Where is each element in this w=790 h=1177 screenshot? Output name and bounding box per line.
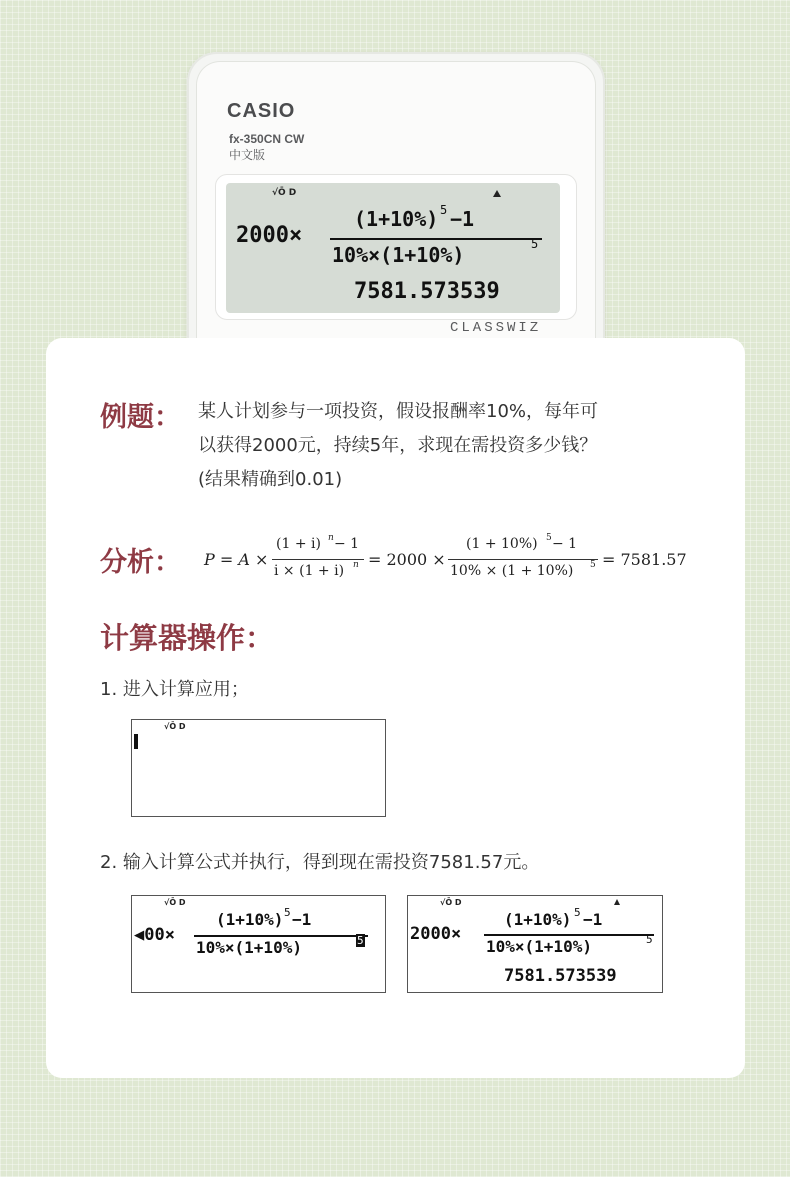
- denominator: 10%×(1+10%): [196, 938, 302, 957]
- model-name: fx-350CN CW: [229, 132, 305, 146]
- formula-frac2-den-exp: 5: [590, 560, 596, 570]
- formula-frac1-den-exp: n: [353, 560, 359, 570]
- analysis-formula: [204, 533, 694, 586]
- operation-heading: 计算器操作：: [100, 621, 275, 655]
- fraction-bar: [194, 935, 368, 937]
- numerator: (1+10%): [504, 910, 572, 929]
- mode-indicator: √Ō D: [272, 188, 297, 198]
- denominator-exponent: 5: [357, 934, 364, 947]
- formula-frac2-denominator: 10% × (1 + 10%): [450, 563, 574, 579]
- expression-prefix: ◀00×: [134, 925, 175, 945]
- example-line-1: 某人计划参与一项投资，假设报酬率10%，每年可: [198, 401, 599, 422]
- scroll-up-icon: [614, 899, 620, 905]
- example-heading: 例题：: [100, 402, 181, 433]
- formula-frac1-numerator: (1 + i): [276, 536, 321, 552]
- formula-frac1-bar: [272, 559, 364, 560]
- formula-frac2-bar: [448, 559, 598, 560]
- denominator: 10%×(1+10%): [332, 243, 465, 267]
- formula-frac1-num-tail: − 1: [334, 536, 360, 552]
- denominator-exponent: 5: [646, 933, 653, 946]
- fraction-bar: [330, 238, 542, 240]
- expression-prefix: 2000×: [236, 223, 303, 248]
- numerator-exponent: 5: [440, 203, 448, 217]
- numerator-tail: −1: [292, 910, 312, 929]
- numerator-exponent: 5: [284, 906, 291, 919]
- example-line-2: 以获得2000元，持续5年，求现在需投资多少钱？: [198, 435, 598, 456]
- formula-frac2-num-exp: 5: [546, 533, 552, 543]
- formula-middle: = 2000 ×: [368, 550, 446, 569]
- brand-logo: CASIO: [227, 100, 296, 122]
- fraction-bar: [484, 934, 654, 936]
- numerator: (1+10%): [354, 207, 439, 231]
- denominator-exponent: 5: [531, 237, 539, 251]
- denominator: 10%×(1+10%): [486, 937, 592, 956]
- formula-frac1-denominator: i × (1 + i): [274, 563, 345, 579]
- scroll-up-icon: [493, 190, 501, 197]
- formula-frac2-numerator: (1 + 10%): [466, 536, 538, 552]
- numerator-exponent: 5: [574, 906, 581, 919]
- formula-lhs: P = A ×: [204, 550, 269, 569]
- result-value: 7581.573539: [504, 966, 617, 986]
- screen-input-formula: [131, 895, 386, 993]
- mode-indicator: √Ō D: [164, 898, 186, 907]
- step-1-text: 1. 进入计算应用；: [100, 679, 249, 700]
- step-2-text: 2. 输入计算公式并执行，得到现在需投资7581.57元。: [100, 852, 540, 873]
- result-value: 7581.573539: [354, 279, 500, 304]
- mode-indicator: √Ō D: [440, 898, 462, 907]
- numerator-tail: −1: [450, 207, 475, 231]
- screen-calculate-app: [131, 719, 386, 817]
- expression-prefix: 2000×: [410, 924, 462, 944]
- calculator-display: [226, 183, 560, 313]
- mode-indicator: √Ō D: [164, 722, 186, 731]
- numerator-tail: −1: [583, 910, 603, 929]
- screen-result: [407, 895, 663, 993]
- text-cursor: [134, 734, 138, 749]
- formula-frac1-num-exp: n: [328, 533, 334, 543]
- series-label: CLASSWIZ: [450, 320, 542, 336]
- edition-label: 中文版: [229, 148, 266, 162]
- numerator: (1+10%): [216, 910, 284, 929]
- formula-result: = 7581.57: [602, 550, 687, 569]
- formula-frac2-num-tail: − 1: [552, 536, 578, 552]
- example-line-3: (结果精确到0.01): [198, 469, 343, 490]
- analysis-heading: 分析：: [100, 547, 181, 578]
